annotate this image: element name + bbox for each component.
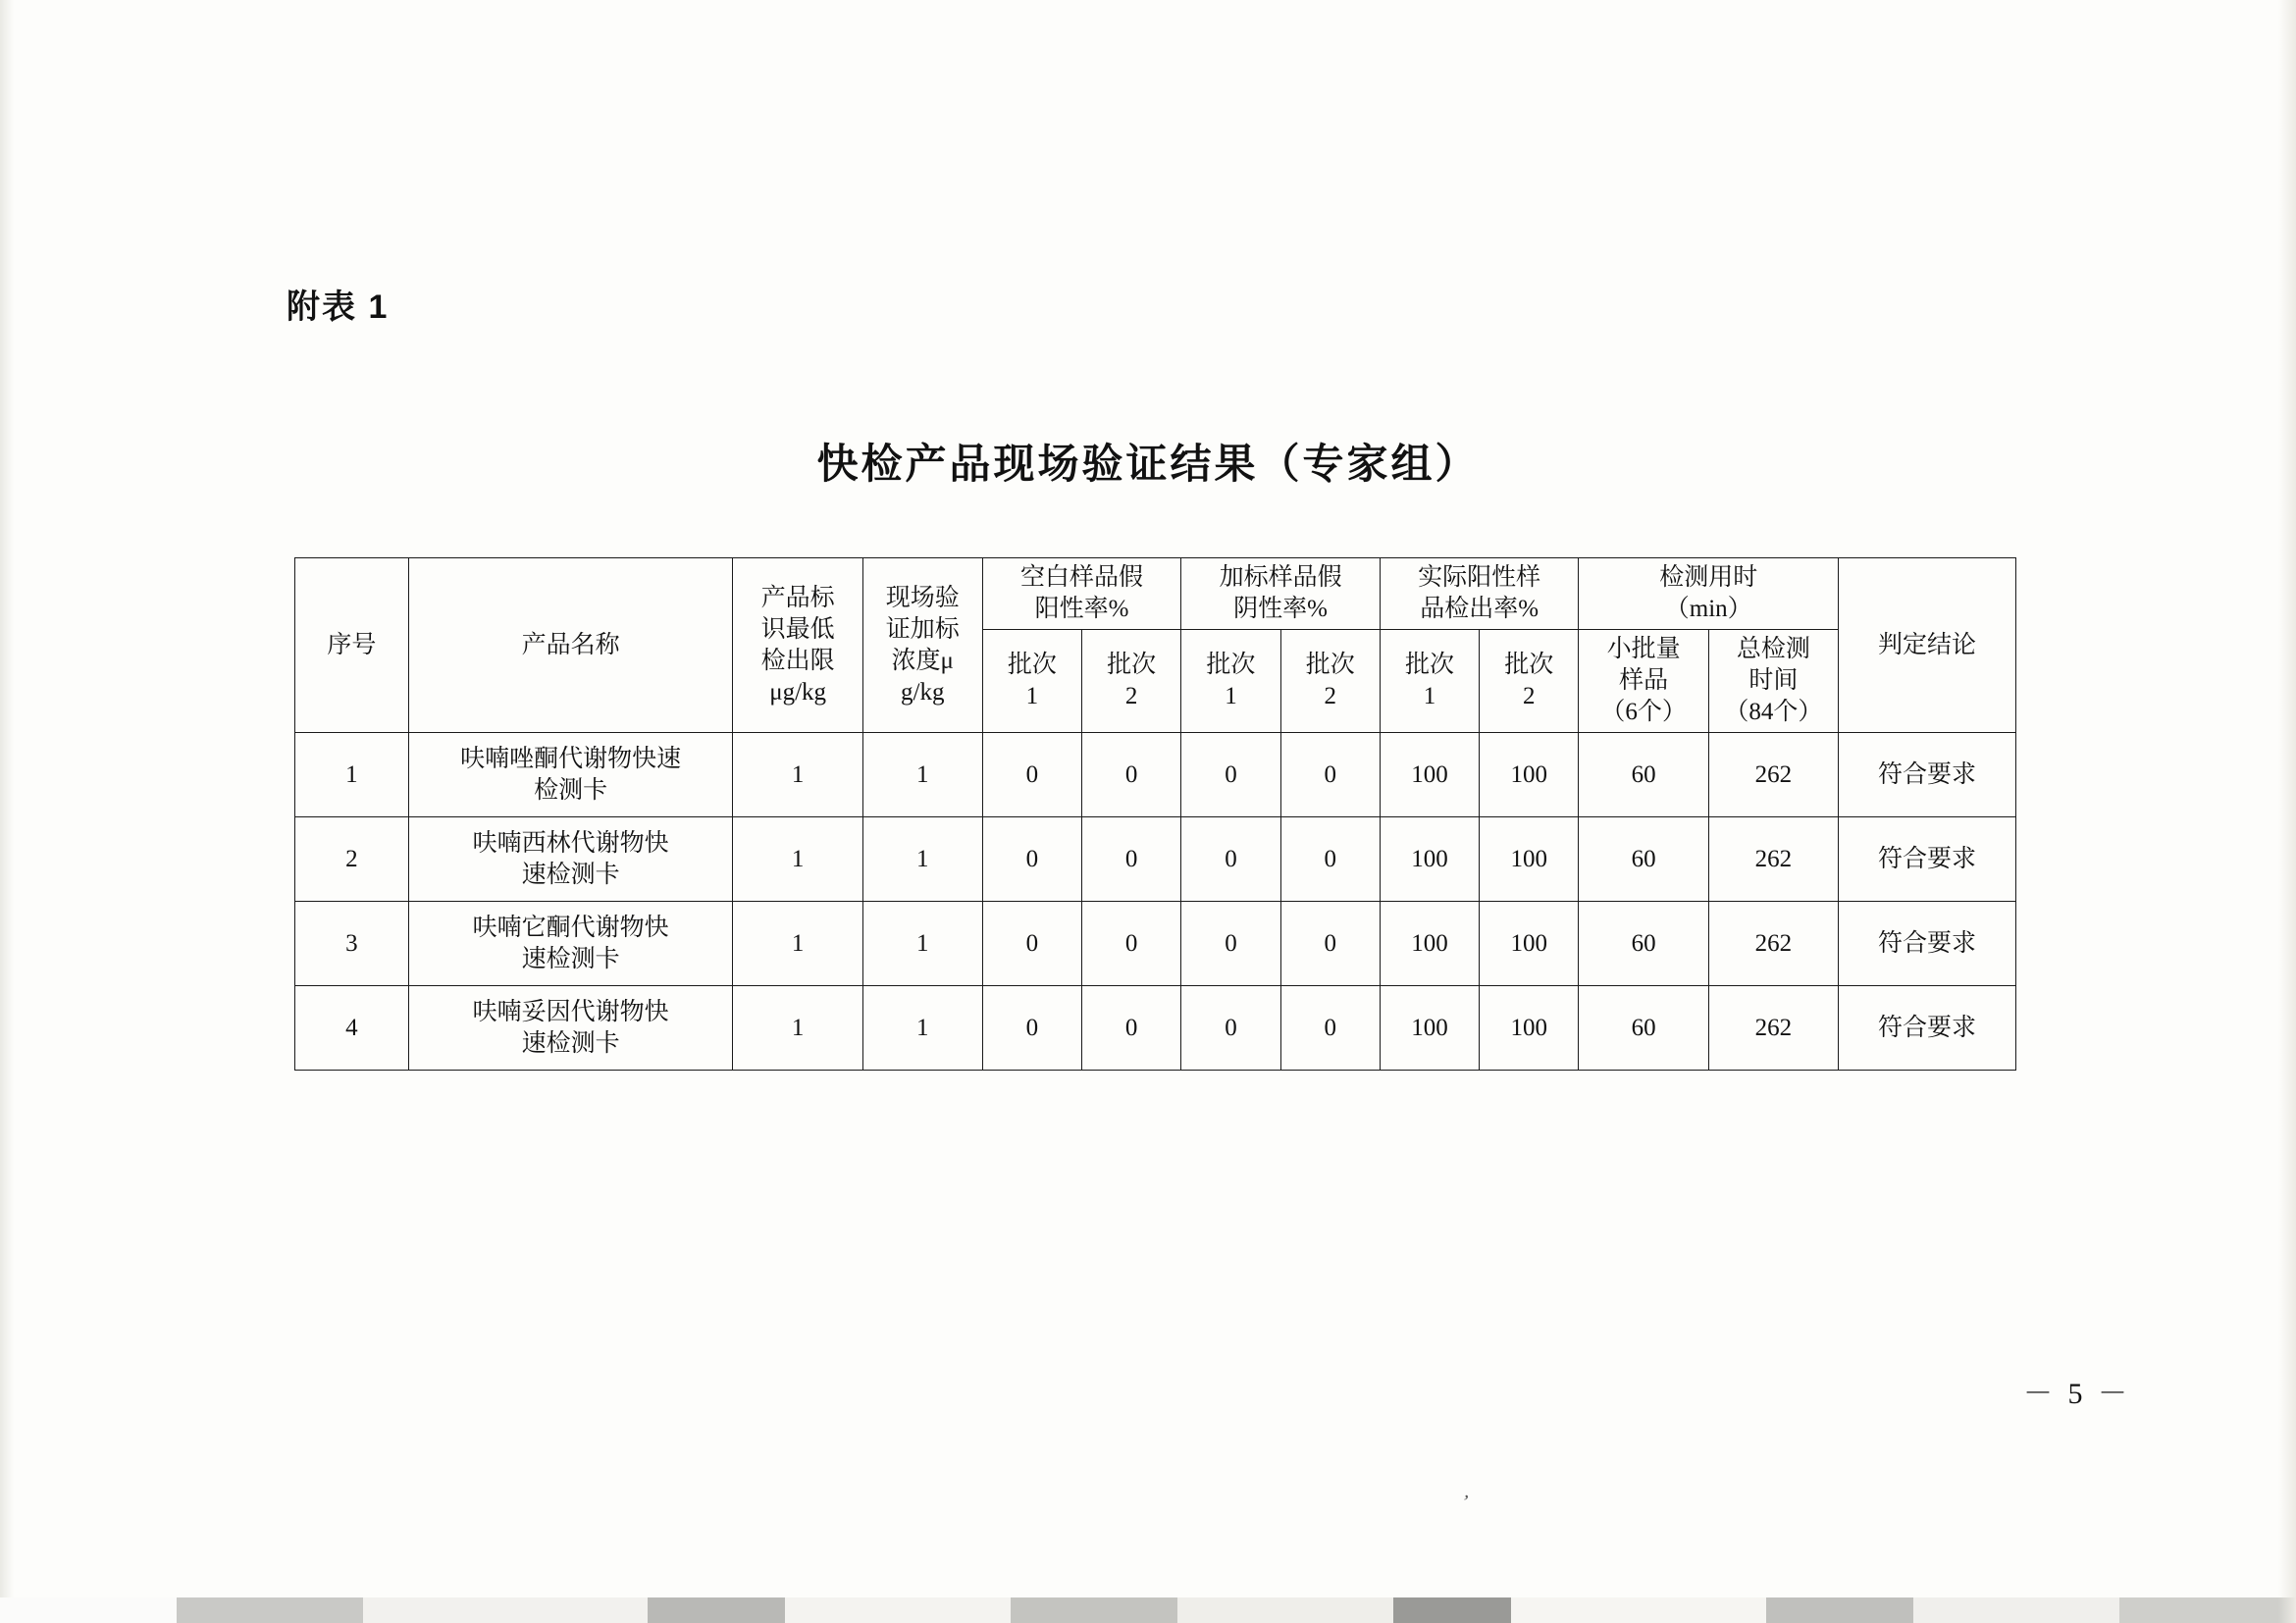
strip-seg xyxy=(785,1597,1011,1623)
cell-product-name xyxy=(408,902,733,986)
appendix-label: 附表 1 xyxy=(287,288,390,326)
page-number: － 5 － xyxy=(2023,1378,2131,1410)
cell-spiked-batch-2: 0 xyxy=(1280,902,1380,986)
cell-limit: 1 xyxy=(733,902,862,986)
cell-product-name-line2: 速检测卡 xyxy=(521,945,620,972)
strip-seg xyxy=(363,1597,648,1623)
header-spiked-batch-2 xyxy=(1280,630,1380,733)
cell-spiked-batch-1: 0 xyxy=(1181,817,1280,902)
cell-small-batch-time: 60 xyxy=(1579,986,1708,1071)
scan-bottom-strip xyxy=(0,1597,2296,1623)
strip-seg xyxy=(1393,1597,1511,1623)
cell-real-batch-2: 100 xyxy=(1480,902,1579,986)
header-real-positive-detect-line2: 品检出率% xyxy=(1420,596,1539,622)
strip-seg xyxy=(1913,1597,2119,1623)
cell-limit: 1 xyxy=(733,817,862,902)
header-conclusion: 判定结论 xyxy=(1839,558,2016,733)
table-head xyxy=(295,558,2016,733)
cell-real-batch-1: 100 xyxy=(1380,733,1479,817)
cell-conc: 1 xyxy=(862,817,982,902)
cell-blank-batch-2: 0 xyxy=(1082,986,1181,1071)
cell-real-batch-1: 100 xyxy=(1380,817,1479,902)
header-spike-conc-line2: 证加标 xyxy=(885,615,960,643)
header-blank-batch-2-num: 2 xyxy=(1124,683,1138,709)
header-real-batch-2 xyxy=(1480,630,1579,733)
cell-limit: 1 xyxy=(733,733,862,817)
header-spiked-batch-1-label: 批次 xyxy=(1206,652,1256,678)
header-blank-batch-2-label: 批次 xyxy=(1107,652,1157,678)
table-row xyxy=(295,817,2016,902)
cell-conclusion: 符合要求 xyxy=(1839,986,2016,1071)
header-spiked-batch-1-num: 1 xyxy=(1225,683,1237,709)
header-blank-false-positive-line2: 阳性率% xyxy=(1034,596,1129,622)
header-detection-time xyxy=(1579,558,1839,630)
header-label-min-limit-line1: 产品标 xyxy=(760,584,835,611)
cell-blank-batch-1: 0 xyxy=(982,986,1081,1071)
cell-limit: 1 xyxy=(733,986,862,1071)
header-total-time-line2: 时间 xyxy=(1748,667,1799,694)
cell-small-batch-time: 60 xyxy=(1579,733,1708,817)
header-total-time xyxy=(1708,630,1838,733)
header-spiked-false-negative-line1: 加标样品假 xyxy=(1219,564,1342,591)
header-small-batch-time-line3: （6个） xyxy=(1600,699,1687,725)
cell-blank-batch-1: 0 xyxy=(982,733,1081,817)
header-blank-batch-1 xyxy=(982,630,1081,733)
cell-spiked-batch-1: 0 xyxy=(1181,986,1280,1071)
header-spiked-false-negative xyxy=(1181,558,1381,630)
cell-seq: 4 xyxy=(295,986,409,1071)
cell-total-time: 262 xyxy=(1708,902,1838,986)
results-table xyxy=(294,557,2016,1071)
table-row xyxy=(295,986,2016,1071)
header-small-batch-time-line1: 小批量 xyxy=(1606,636,1681,662)
scan-speck-artifact: ʼ xyxy=(1459,1491,1471,1514)
header-blank-false-positive xyxy=(982,558,1181,630)
strip-seg xyxy=(1011,1597,1177,1623)
cell-product-name-line1: 呋喃它酮代谢物快 xyxy=(472,914,669,941)
header-label-min-limit-line2: 识最低 xyxy=(760,615,835,643)
header-detection-time-line1: 检测用时 xyxy=(1659,564,1758,591)
cell-blank-batch-2: 0 xyxy=(1082,902,1181,986)
cell-product-name-line2: 检测卡 xyxy=(534,776,608,804)
cell-product-name-line2: 速检测卡 xyxy=(521,1029,620,1057)
cell-product-name xyxy=(408,986,733,1071)
strip-seg xyxy=(648,1597,785,1623)
cell-spiked-batch-1: 0 xyxy=(1181,733,1280,817)
cell-blank-batch-1: 0 xyxy=(982,902,1081,986)
header-seq: 序号 xyxy=(295,558,409,733)
cell-product-name-line1: 呋喃妥因代谢物快 xyxy=(472,998,669,1025)
cell-small-batch-time: 60 xyxy=(1579,902,1708,986)
header-spiked-batch-2-label: 批次 xyxy=(1305,652,1355,678)
cell-conc: 1 xyxy=(862,986,982,1071)
header-real-batch-1-label: 批次 xyxy=(1405,652,1455,678)
cell-product-name-line2: 速检测卡 xyxy=(521,861,620,888)
header-small-batch-time-line2: 样品 xyxy=(1619,667,1669,694)
cell-real-batch-2: 100 xyxy=(1480,733,1579,817)
cell-conclusion: 符合要求 xyxy=(1839,733,2016,817)
header-small-batch-time xyxy=(1579,630,1708,733)
cell-total-time: 262 xyxy=(1708,986,1838,1071)
header-spiked-batch-2-num: 2 xyxy=(1324,683,1336,709)
header-spiked-batch-1 xyxy=(1181,630,1280,733)
header-blank-batch-2 xyxy=(1082,630,1181,733)
cell-real-batch-1: 100 xyxy=(1380,902,1479,986)
table-row xyxy=(295,733,2016,817)
header-real-batch-2-label: 批次 xyxy=(1504,652,1554,678)
header-spiked-false-negative-line2: 阴性率% xyxy=(1233,596,1328,622)
header-total-time-line1: 总检测 xyxy=(1736,636,1810,662)
cell-spiked-batch-2: 0 xyxy=(1280,986,1380,1071)
header-label-min-limit-line3: 检出限 xyxy=(760,647,835,674)
cell-real-batch-2: 100 xyxy=(1480,817,1579,902)
cell-conc: 1 xyxy=(862,902,982,986)
cell-total-time: 262 xyxy=(1708,733,1838,817)
cell-spiked-batch-2: 0 xyxy=(1280,733,1380,817)
header-real-positive-detect-line1: 实际阳性样 xyxy=(1418,564,1541,591)
strip-seg xyxy=(2119,1597,2296,1623)
strip-seg xyxy=(0,1597,177,1623)
header-product-name: 产品名称 xyxy=(408,558,733,733)
header-real-batch-1 xyxy=(1380,630,1479,733)
cell-product-name xyxy=(408,817,733,902)
strip-seg xyxy=(1511,1597,1766,1623)
header-blank-batch-1-num: 1 xyxy=(1025,683,1039,709)
cell-small-batch-time: 60 xyxy=(1579,817,1708,902)
header-spike-conc-line1: 现场验 xyxy=(885,584,960,611)
cell-conc: 1 xyxy=(862,733,982,817)
page-title: 快检产品现场验证结果（专家组） xyxy=(816,441,1480,487)
header-spike-conc-line3: 浓度μ xyxy=(891,647,954,674)
header-blank-false-positive-line1: 空白样品假 xyxy=(1020,564,1144,591)
cell-blank-batch-2: 0 xyxy=(1082,733,1181,817)
strip-seg xyxy=(177,1597,363,1623)
cell-conclusion: 符合要求 xyxy=(1839,902,2016,986)
cell-blank-batch-2: 0 xyxy=(1082,817,1181,902)
header-total-time-line3: （84个） xyxy=(1724,699,1823,725)
cell-real-batch-2: 100 xyxy=(1480,986,1579,1071)
cell-seq: 1 xyxy=(295,733,409,817)
header-spike-conc-line4: g/kg xyxy=(901,678,945,706)
cell-total-time: 262 xyxy=(1708,817,1838,902)
header-label-min-limit-line4: μg/kg xyxy=(769,678,827,706)
cell-conclusion: 符合要求 xyxy=(1839,817,2016,902)
cell-spiked-batch-1: 0 xyxy=(1181,902,1280,986)
cell-seq: 2 xyxy=(295,817,409,902)
header-detection-time-line2: （min） xyxy=(1664,596,1752,622)
header-real-positive-detect xyxy=(1380,558,1579,630)
cell-product-name-line1: 呋喃唑酮代谢物快速 xyxy=(460,745,682,772)
table-body xyxy=(295,733,2016,1071)
header-spike-conc xyxy=(862,558,982,733)
strip-seg xyxy=(1177,1597,1393,1623)
cell-real-batch-1: 100 xyxy=(1380,986,1479,1071)
header-label-min-limit xyxy=(733,558,862,733)
cell-product-name-line1: 呋喃西林代谢物快 xyxy=(472,829,669,857)
cell-seq: 3 xyxy=(295,902,409,986)
header-real-batch-1-num: 1 xyxy=(1423,683,1436,709)
header-blank-batch-1-label: 批次 xyxy=(1007,652,1057,678)
table-header-row-1 xyxy=(295,558,2016,630)
header-real-batch-2-num: 2 xyxy=(1523,683,1536,709)
table-row xyxy=(295,902,2016,986)
cell-blank-batch-1: 0 xyxy=(982,817,1081,902)
cell-spiked-batch-2: 0 xyxy=(1280,817,1380,902)
cell-product-name xyxy=(408,733,733,817)
strip-seg xyxy=(1766,1597,1913,1623)
results-table-container xyxy=(294,557,2016,1071)
